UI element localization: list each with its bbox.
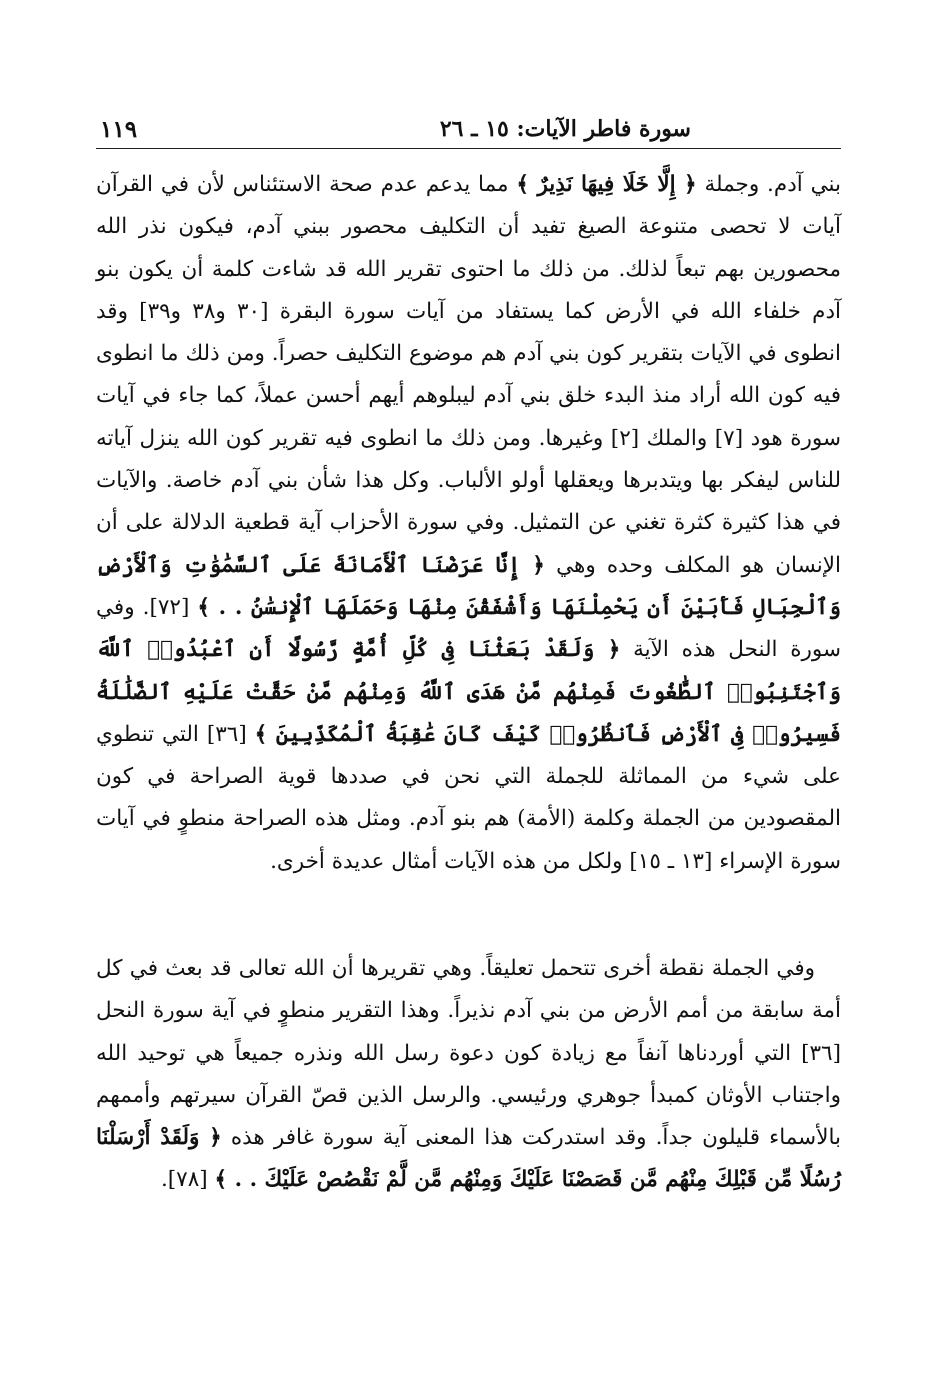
paragraph-1-text-1: بني آدم. وجملة [704, 172, 841, 197]
paragraph-1-text-2: مما يدعم عدم صحة الاستئناس لأن في القرآن آيات لا تحصى متنوعة الصيغ تفيد أن التكليف محصور ببني آدم، فيكون نذر الله محصورين بهم تبعاً لذلك. من ذلك ما احتوى تقرير الله قد شاءت كلمة أن يكون بنو آدم خلفاء الله في الأرض كما يستفاد من آيات سورة البقرة [٣٠ و٣٨ و٣٩] وقد انطوى في الآيات بتقرير كون بني آدم هم موضوع التكليف حصراً. ومن ذلك ما انطوى فيه كون الله أراد منذ البدء خلق بني آدم ليبلوهم أيهم أحسن عملاً، كما جاء في آيات سورة هود [٧] والملك [٢] وغيرها. ومن ذلك ما انطوى فيه تقرير كون الله ينزل آياته للناس ليفكر بها ويتدبرها ويعقلها أولو الألباب. وكل هذا شأن بني آدم خاصة. والآيات في هذا كثيرة كثرة تغني عن التمثيل. وفي سورة الأحزاب آية قطعية الدلالة على أن الإنسان هو المكلف وحده وهي [96, 172, 841, 578]
paragraph-1-text-3: [٧٢]. وفي سورة النحل هذه الآية [96, 594, 841, 663]
quran-quote-3: ﴿ وَلَقَدْ بَعَثْنَا فِى كُلِّ أُمَّةٍ رَّسُولًا أَنِ ٱعْبُدُوا۟ ٱللَّهَ وَٱجْتَنِبُوا۟ ٱلطَّٰغُوتَ فَمِنْهُم مَّنْ هَدَى ٱللَّهُ وَمِنْهُم مَّنْ حَقَّتْ عَلَيْهِ ٱلضَّلَٰلَةُ فَسِيرُوا۟ فِى ٱلْأَرْضِ فَٱنظُرُوا۟ كَيْفَ كَانَ عَٰقِبَةُ ٱلْمُكَذِّبِينَ ﴾ [96, 637, 841, 747]
page-header [96, 112, 841, 152]
page-number: ١١٩ [100, 116, 138, 143]
paragraph-1 [96, 164, 841, 883]
paragraph-2-text-1: وفي الجملة نقطة أخرى تتحمل تعليقاً. وهي تقريرها أن الله تعالى قد بعث في كل أمة سابقة من أمم الأرض من بني آدم نذيراً. وهذا التقرير منطوٍ في آية سورة النحل [٣٦] التي أوردناها آنفاً مع زيادة كون دعوة رسل الله ونذره جميعاً هي توحيد الله واجتناب الأوثان كمبدأ جوهري ورئيسي. والرسل الذين قصّ القرآن سيرتهم وأممهم بالأسماء قليلون جداً. وقد استدركت هذا المعنى آية سورة غافر هذه [96, 956, 841, 1151]
paragraph-1-text-4: [٣٦] التي تنطوي على شيء من المماثلة للجملة التي نحن في صددها قوية الصراحة في كون المقصودين من الجملة وكلمة (الأمة) هم بنو آدم. ومثل هذه الصراحة منطوٍ في آيات سورة الإسراء [١٣ ـ ١٥] ولكل من هذه الآيات أمثال عديدة أخرى. [96, 721, 841, 874]
quran-quote-2: ﴿ إِنَّا عَرَضْنَا ٱلْأَمَانَةَ عَلَى ٱلسَّمَٰوَٰتِ وَٱلْأَرْضِ وَٱلْجِبَالِ فَأَبَيْنَ أَن يَحْمِلْنَهَا وَأَشْفَقْنَ مِنْهَا وَحَمَلَهَا ٱلْإِنسَٰنُ . . ﴾ [96, 552, 841, 620]
quran-quote-1: ﴿ إِلَّا خَلَا فِيهَا نَذِيرٌ ﴾ [516, 172, 697, 197]
paragraph-2-text-2: [٧٨]. [160, 1167, 208, 1193]
paragraph-2 [96, 948, 841, 1202]
chapter-title: سورة فاطر الآيات: ١٥ ـ ٢٦ [439, 116, 691, 142]
header-divider [96, 148, 841, 149]
quran-quote-4: ﴿ وَلَقَدْ أَرْسَلْنَا رُسُلًا مِّن قَبْلِكَ مِنْهُم مَّن قَصَصْنَا عَلَيْكَ وَمِنْهُم مَّن لَّمْ نَقْصُصْ عَلَيْكَ . . ﴾ [96, 1125, 841, 1193]
